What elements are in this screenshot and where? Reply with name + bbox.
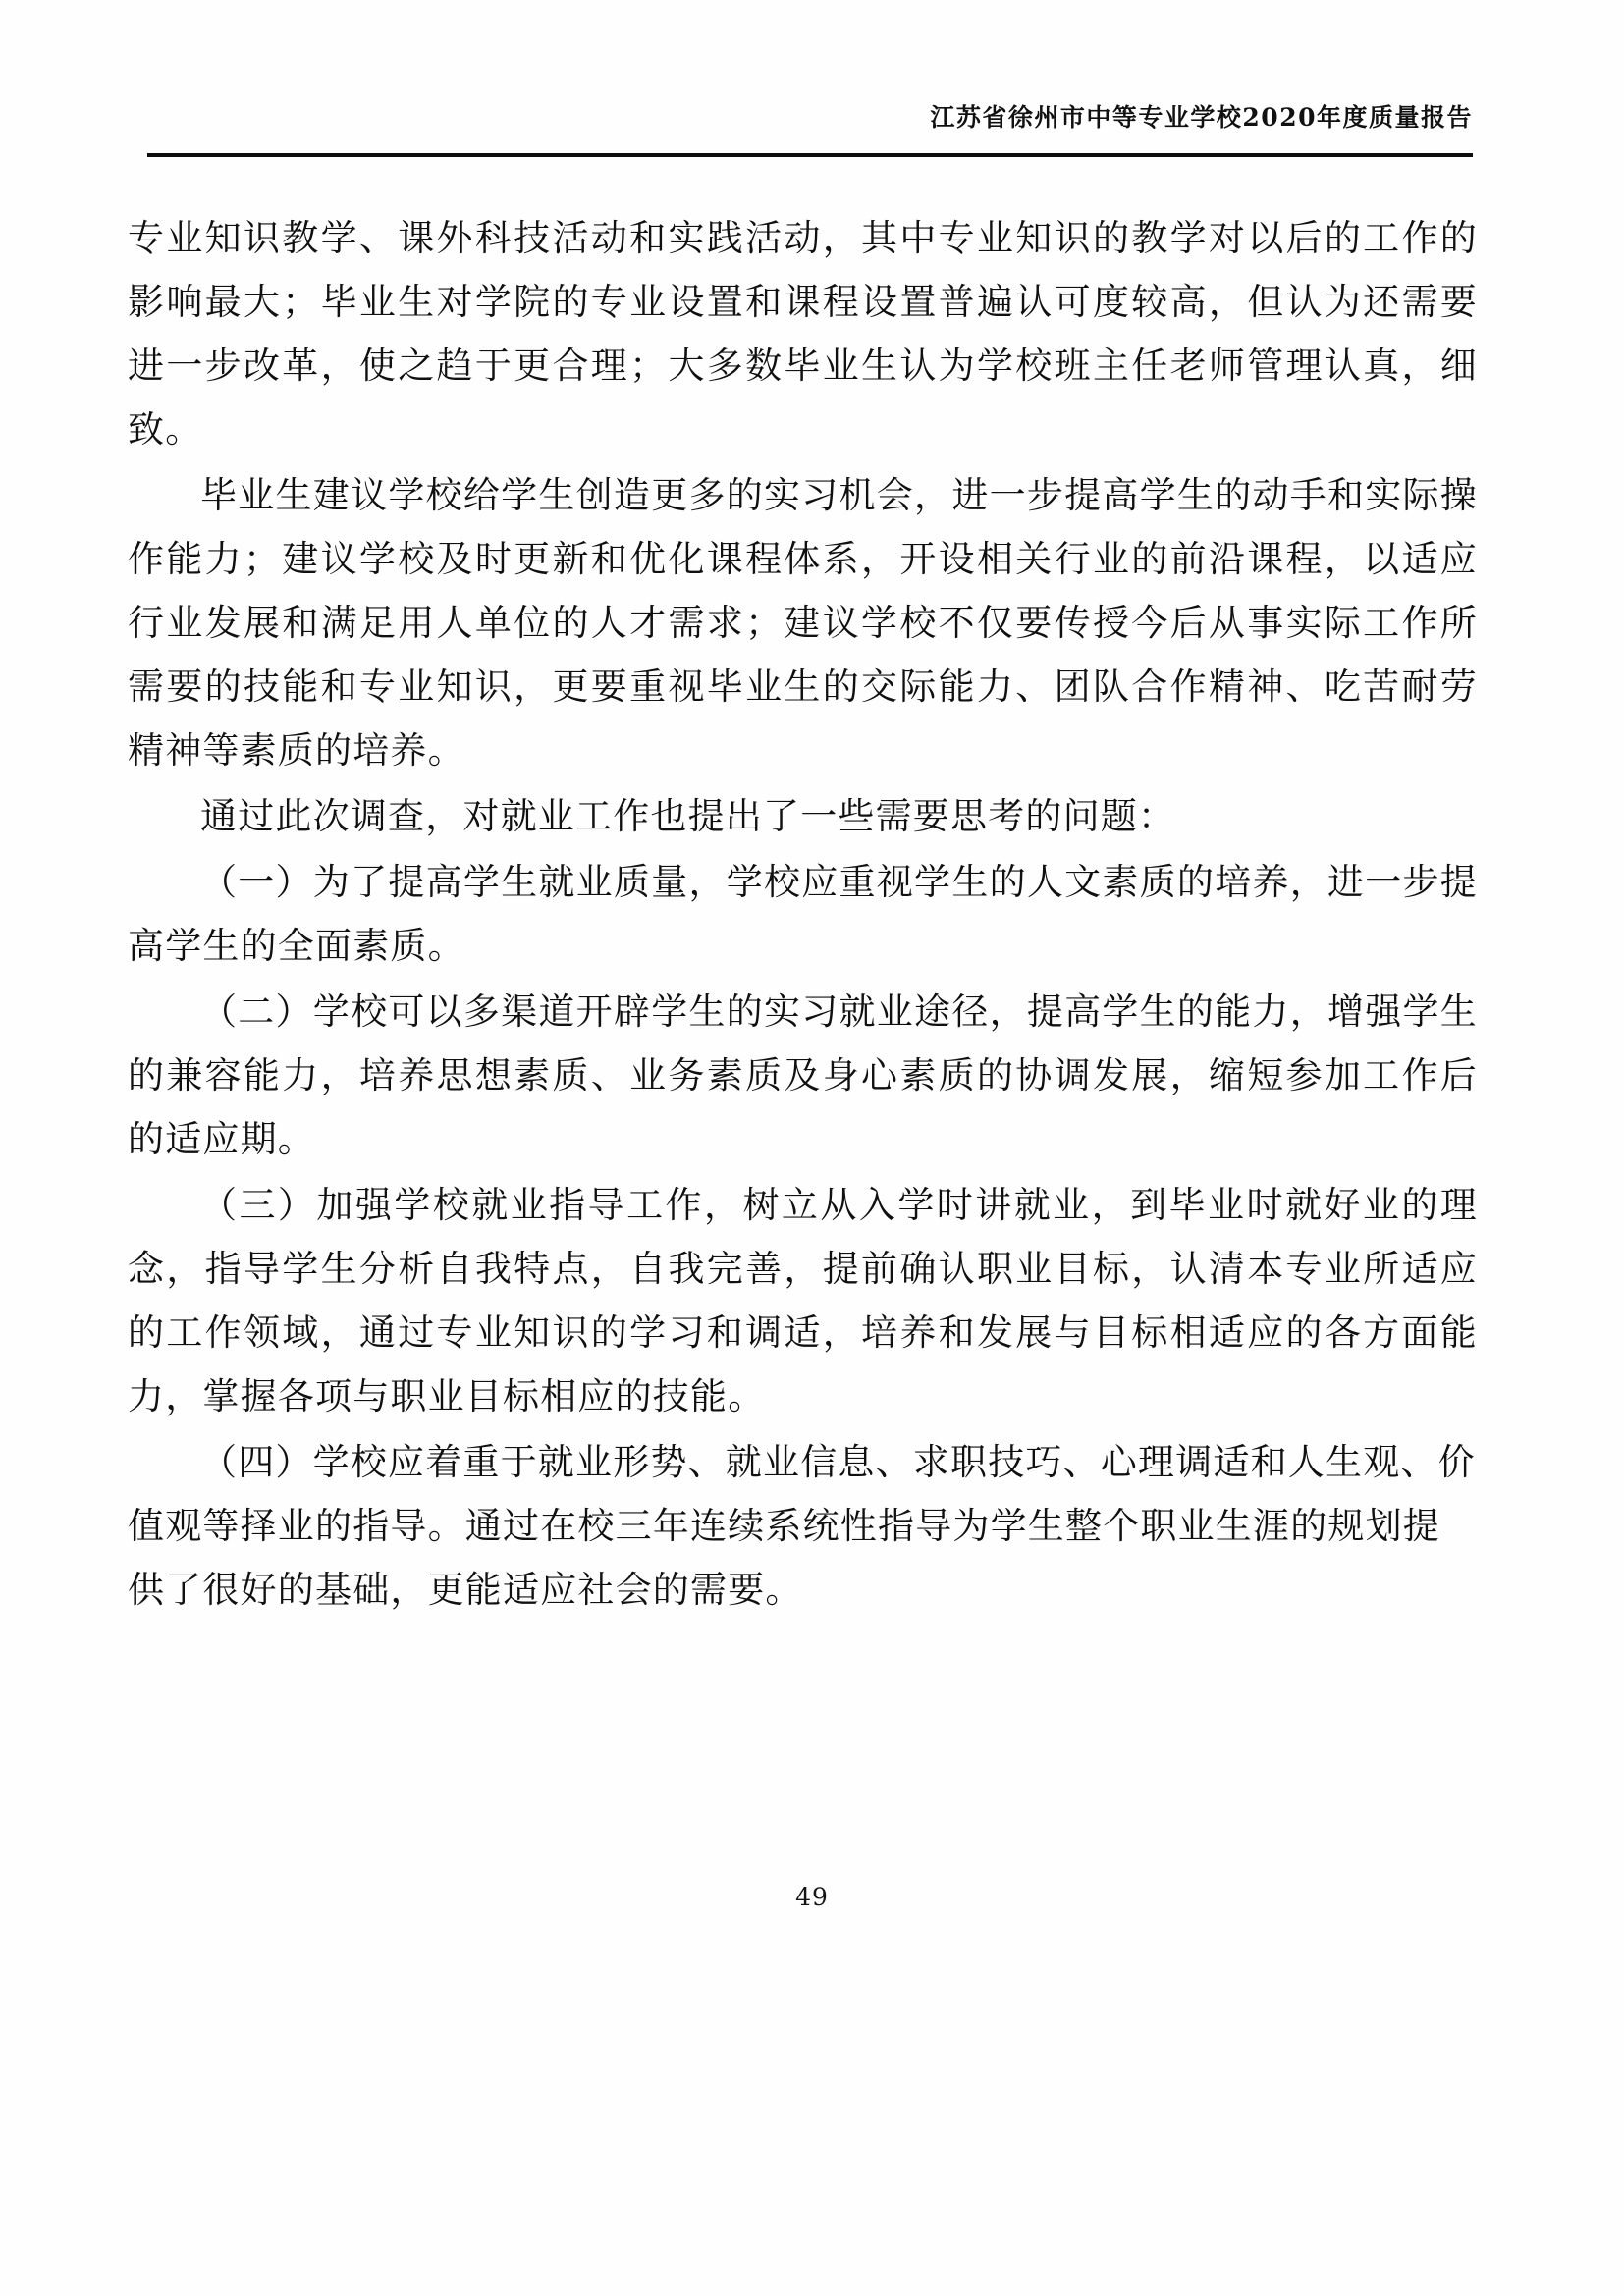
body-paragraph-item-one: （一）为了提高学生就业质量，学校应重视学生的人文素质的培养，进一步提高学生的全面素质。 — [128, 861, 1478, 967]
page-header — [147, 98, 1473, 157]
document-body — [128, 206, 1478, 1624]
body-paragraph-3: 通过此次调查，对就业工作也提出了一些需要思考的问题： — [200, 795, 1176, 837]
header-title: 江苏省徐州市中等专业学校2020年度质量报告 — [930, 103, 1473, 132]
body-paragraph-item-two: （二）学校可以多渠道开辟学生的实习就业途径，提高学生的能力，增强学生的兼容能力，培养思想素质、业务素质及身心素质的协调发展，缩短参加工作后的适应期。 — [128, 990, 1478, 1160]
header-divider — [147, 153, 1473, 157]
page-footer — [0, 1883, 1624, 1911]
body-paragraph-2: 毕业生建议学校给学生创造更多的实习机会，进一步提高学生的动手和实际操作能力；建议学校及时更新和优化课程体系，开设相关行业的前沿课程，以适应行业发展和满足用人单位的人才需求；建议学校不仅要传授今后从事实际工作所需要的技能和专业知识，更要重视毕业生的交际能力、团队合作精神、吃苦耐劳精神等素质的培养。 — [128, 474, 1478, 772]
body-paragraph-1: 专业知识教学、课外科技活动和实践活动，其中专业知识的教学对以后的工作的影响最大；毕业生对学院的专业设置和课程设置普遍认可度较高，但认为还需要进一步改革，使之趋于更合理；大多数毕业生认为学校班主任老师管理认真，细致。 — [128, 217, 1478, 451]
body-paragraph-item-three: （三）加强学校就业指导工作，树立从入学时讲就业，到毕业时就好业的理念，指导学生分析自我特点，自我完善，提前确认职业目标，认清本专业所适应的工作领域，通过专业知识的学习和调适，培养和发展与目标相适应的各方面能力，掌握各项与职业目标相应的技能。 — [128, 1184, 1478, 1417]
page-number: 49 — [795, 1883, 829, 1911]
body-paragraph-item-four: （四）学校应着重于就业形势、就业信息、求职技巧、心理调适和人生观、价值观等择业的指导。通过在校三年连续系统性指导为学生整个职业生涯的规划提供了很好的基础，更能适应社会的需要。 — [128, 1441, 1476, 1611]
